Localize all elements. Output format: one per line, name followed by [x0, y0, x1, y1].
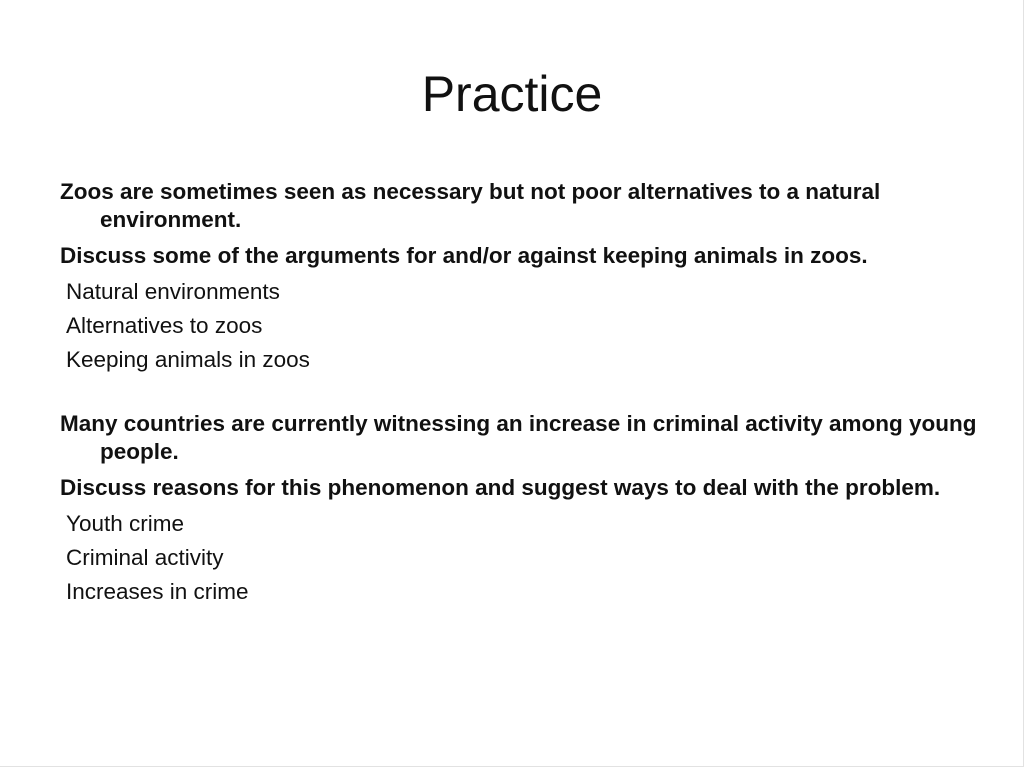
crime-keyword-2: Criminal activity [66, 545, 224, 570]
zoo-task: Discuss some of the arguments for and/or against keeping animals in zoos. [60, 243, 868, 268]
zoo-keyword-1: Natural environments [66, 279, 280, 304]
crime-task: Discuss reasons for this phenomenon and suggest ways to deal with the problem. [60, 475, 941, 500]
slide-title: Practice [421, 66, 603, 122]
crime-keyword-3: Increases in crime [66, 579, 249, 604]
section-spacer [60, 380, 980, 410]
zoo-keyword-2: Alternatives to zoos [66, 313, 263, 338]
crime-keyword-1: Youth crime [66, 511, 184, 536]
zoo-statement: Zoos are sometimes seen as necessary but not poor alternatives to a natural environment. [60, 179, 881, 232]
crime-statement: Many countries are currently witnessing an increase in criminal activity among young people. [60, 411, 977, 464]
slide-body [60, 178, 980, 612]
zoo-keyword-3: Keeping animals in zoos [66, 347, 310, 372]
